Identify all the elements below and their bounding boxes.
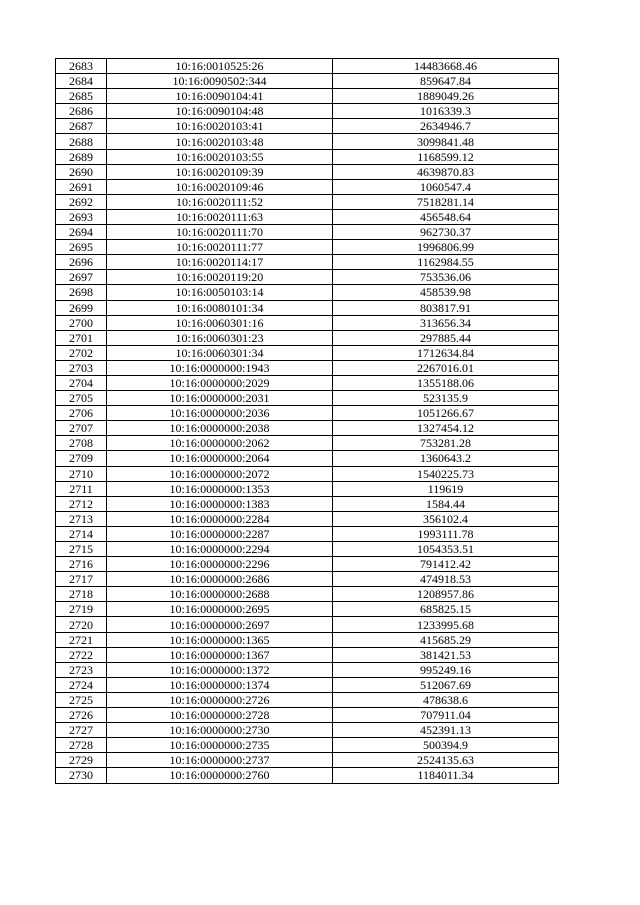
table-row: [56, 134, 559, 149]
cadastral-number-cell: 10:16:0020111:52: [107, 194, 333, 209]
value-cell: 512067.69: [333, 677, 559, 692]
cadastral-number-cell: 10:16:0000000:2062: [107, 436, 333, 451]
row-number-cell: 2696: [56, 255, 107, 270]
value-cell: 456548.64: [333, 209, 559, 224]
table-row: [56, 466, 559, 481]
cadastral-number-cell: 10:16:0000000:2038: [107, 421, 333, 436]
row-number-cell: 2689: [56, 149, 107, 164]
value-cell: 415685.29: [333, 632, 559, 647]
row-number-cell: 2701: [56, 330, 107, 345]
cadastral-number-cell: 10:16:0060301:34: [107, 345, 333, 360]
row-number-cell: 2706: [56, 406, 107, 421]
row-number-cell: 2726: [56, 708, 107, 723]
table-row: [56, 557, 559, 572]
value-cell: 707911.04: [333, 708, 559, 723]
value-cell: 458539.98: [333, 285, 559, 300]
cadastral-number-cell: 10:16:0000000:2730: [107, 723, 333, 738]
row-number-cell: 2698: [56, 285, 107, 300]
table-row: [56, 511, 559, 526]
value-cell: 1360643.2: [333, 451, 559, 466]
cadastral-number-cell: 10:16:0000000:2296: [107, 557, 333, 572]
value-cell: 2634946.7: [333, 119, 559, 134]
table-row: [56, 270, 559, 285]
value-cell: 1355188.06: [333, 375, 559, 390]
value-cell: 474918.53: [333, 572, 559, 587]
cadastral-number-cell: 10:16:0060301:16: [107, 315, 333, 330]
value-cell: 1208957.86: [333, 587, 559, 602]
value-cell: 1584.44: [333, 496, 559, 511]
row-number-cell: 2728: [56, 738, 107, 753]
cadastral-number-cell: 10:16:0000000:2072: [107, 466, 333, 481]
row-number-cell: 2719: [56, 602, 107, 617]
cadastral-number-cell: 10:16:0050103:14: [107, 285, 333, 300]
cadastral-number-cell: 10:16:0060301:23: [107, 330, 333, 345]
table-row: [56, 406, 559, 421]
cadastral-number-cell: 10:16:0020103:41: [107, 119, 333, 134]
value-cell: 1996806.99: [333, 240, 559, 255]
cadastral-number-cell: 10:16:0000000:2036: [107, 406, 333, 421]
row-number-cell: 2694: [56, 225, 107, 240]
row-number-cell: 2722: [56, 647, 107, 662]
cadastral-number-cell: 10:16:0090104:41: [107, 89, 333, 104]
cadastral-number-cell: 10:16:0020109:46: [107, 179, 333, 194]
row-number-cell: 2720: [56, 617, 107, 632]
cadastral-number-cell: 10:16:0010525:26: [107, 59, 333, 74]
row-number-cell: 2702: [56, 345, 107, 360]
table-row: [56, 662, 559, 677]
value-cell: 523135.9: [333, 391, 559, 406]
table-row: [56, 225, 559, 240]
value-cell: 356102.4: [333, 511, 559, 526]
cadastral-number-cell: 10:16:0000000:2697: [107, 617, 333, 632]
cadastral-number-cell: 10:16:0000000:2726: [107, 692, 333, 707]
row-number-cell: 2703: [56, 360, 107, 375]
cadastral-number-cell: 10:16:0000000:2728: [107, 708, 333, 723]
table-row: [56, 617, 559, 632]
table-row: [56, 255, 559, 270]
value-cell: 1016339.3: [333, 104, 559, 119]
table-row: [56, 345, 559, 360]
row-number-cell: 2695: [56, 240, 107, 255]
value-cell: 4639870.83: [333, 164, 559, 179]
table-row: [56, 692, 559, 707]
row-number-cell: 2705: [56, 391, 107, 406]
cadastral-number-cell: 10:16:0090502:344: [107, 74, 333, 89]
value-cell: 297885.44: [333, 330, 559, 345]
table-row: [56, 149, 559, 164]
value-cell: 14483668.46: [333, 59, 559, 74]
row-number-cell: 2683: [56, 59, 107, 74]
value-cell: 1162984.55: [333, 255, 559, 270]
table-body: [56, 59, 559, 784]
value-cell: 1712634.84: [333, 345, 559, 360]
row-number-cell: 2718: [56, 587, 107, 602]
value-cell: 1889049.26: [333, 89, 559, 104]
table-row: [56, 723, 559, 738]
row-number-cell: 2715: [56, 542, 107, 557]
value-cell: 1060547.4: [333, 179, 559, 194]
cadastral-number-cell: 10:16:0000000:2287: [107, 526, 333, 541]
value-cell: 1168599.12: [333, 149, 559, 164]
value-cell: 791412.42: [333, 557, 559, 572]
table-row: [56, 300, 559, 315]
cadastral-number-cell: 10:16:0000000:1374: [107, 677, 333, 692]
value-cell: 685825.15: [333, 602, 559, 617]
row-number-cell: 2714: [56, 526, 107, 541]
cadastral-number-cell: 10:16:0020111:70: [107, 225, 333, 240]
value-cell: 2524135.63: [333, 753, 559, 768]
row-number-cell: 2699: [56, 300, 107, 315]
value-cell: 500394.9: [333, 738, 559, 753]
row-number-cell: 2709: [56, 451, 107, 466]
table-row: [56, 768, 559, 783]
table-row: [56, 74, 559, 89]
cadastral-number-cell: 10:16:0000000:1353: [107, 481, 333, 496]
row-number-cell: 2710: [56, 466, 107, 481]
table-row: [56, 240, 559, 255]
cadastral-number-cell: 10:16:0020119:20: [107, 270, 333, 285]
table-row: [56, 179, 559, 194]
cadastral-number-cell: 10:16:0000000:1372: [107, 662, 333, 677]
cadastral-number-cell: 10:16:0000000:2688: [107, 587, 333, 602]
table-row: [56, 708, 559, 723]
table-row: [56, 391, 559, 406]
cadastral-number-cell: 10:16:0000000:2695: [107, 602, 333, 617]
value-cell: 1993111.78: [333, 526, 559, 541]
table-row: [56, 59, 559, 74]
row-number-cell: 2721: [56, 632, 107, 647]
cadastral-number-cell: 10:16:0000000:2029: [107, 375, 333, 390]
value-cell: 753536.06: [333, 270, 559, 285]
table-row: [56, 209, 559, 224]
cadastral-number-cell: 10:16:0080101:34: [107, 300, 333, 315]
table-row: [56, 542, 559, 557]
row-number-cell: 2687: [56, 119, 107, 134]
table-row: [56, 119, 559, 134]
table-row: [56, 436, 559, 451]
cadastral-number-cell: 10:16:0020109:39: [107, 164, 333, 179]
cadastral-number-cell: 10:16:0000000:2284: [107, 511, 333, 526]
table-row: [56, 285, 559, 300]
value-cell: 381421.53: [333, 647, 559, 662]
table-row: [56, 738, 559, 753]
table-row: [56, 572, 559, 587]
row-number-cell: 2716: [56, 557, 107, 572]
table-row: [56, 315, 559, 330]
value-cell: 1051266.67: [333, 406, 559, 421]
cadastral-number-cell: 10:16:0000000:2760: [107, 768, 333, 783]
cadastral-number-cell: 10:16:0000000:2064: [107, 451, 333, 466]
cadastral-number-cell: 10:16:0000000:2686: [107, 572, 333, 587]
row-number-cell: 2717: [56, 572, 107, 587]
cadastral-number-cell: 10:16:0020111:77: [107, 240, 333, 255]
cadastral-number-cell: 10:16:0020103:55: [107, 149, 333, 164]
cadastral-value-table: [55, 58, 559, 784]
row-number-cell: 2697: [56, 270, 107, 285]
value-cell: 452391.13: [333, 723, 559, 738]
row-number-cell: 2685: [56, 89, 107, 104]
value-cell: 1184011.34: [333, 768, 559, 783]
table-row: [56, 164, 559, 179]
value-cell: 1327454.12: [333, 421, 559, 436]
row-number-cell: 2729: [56, 753, 107, 768]
row-number-cell: 2724: [56, 677, 107, 692]
value-cell: 3099841.48: [333, 134, 559, 149]
row-number-cell: 2704: [56, 375, 107, 390]
table-row: [56, 481, 559, 496]
cadastral-number-cell: 10:16:0090104:48: [107, 104, 333, 119]
cadastral-number-cell: 10:16:0000000:2735: [107, 738, 333, 753]
cadastral-number-cell: 10:16:0000000:2031: [107, 391, 333, 406]
value-cell: 2267016.01: [333, 360, 559, 375]
table-row: [56, 104, 559, 119]
value-cell: 1233995.68: [333, 617, 559, 632]
cadastral-number-cell: 10:16:0000000:2294: [107, 542, 333, 557]
table-row: [56, 632, 559, 647]
cadastral-number-cell: 10:16:0000000:1383: [107, 496, 333, 511]
table-row: [56, 753, 559, 768]
table-row: [56, 647, 559, 662]
value-cell: 995249.16: [333, 662, 559, 677]
cadastral-number-cell: 10:16:0020103:48: [107, 134, 333, 149]
value-cell: 313656.34: [333, 315, 559, 330]
row-number-cell: 2711: [56, 481, 107, 496]
row-number-cell: 2730: [56, 768, 107, 783]
cadastral-number-cell: 10:16:0000000:1365: [107, 632, 333, 647]
row-number-cell: 2688: [56, 134, 107, 149]
row-number-cell: 2684: [56, 74, 107, 89]
table-row: [56, 375, 559, 390]
table-row: [56, 526, 559, 541]
value-cell: 7518281.14: [333, 194, 559, 209]
table-row: [56, 194, 559, 209]
cadastral-number-cell: 10:16:0020114:17: [107, 255, 333, 270]
row-number-cell: 2712: [56, 496, 107, 511]
value-cell: 859647.84: [333, 74, 559, 89]
table-row: [56, 421, 559, 436]
value-cell: 962730.37: [333, 225, 559, 240]
table-row: [56, 587, 559, 602]
row-number-cell: 2713: [56, 511, 107, 526]
value-cell: 803817.91: [333, 300, 559, 315]
row-number-cell: 2692: [56, 194, 107, 209]
table-row: [56, 330, 559, 345]
value-cell: 478638.6: [333, 692, 559, 707]
table-row: [56, 451, 559, 466]
table-row: [56, 602, 559, 617]
value-cell: 753281.28: [333, 436, 559, 451]
cadastral-number-cell: 10:16:0020111:63: [107, 209, 333, 224]
row-number-cell: 2723: [56, 662, 107, 677]
value-cell: 1540225.73: [333, 466, 559, 481]
row-number-cell: 2686: [56, 104, 107, 119]
row-number-cell: 2691: [56, 179, 107, 194]
row-number-cell: 2700: [56, 315, 107, 330]
row-number-cell: 2708: [56, 436, 107, 451]
table-row: [56, 360, 559, 375]
table-row: [56, 89, 559, 104]
row-number-cell: 2727: [56, 723, 107, 738]
row-number-cell: 2725: [56, 692, 107, 707]
value-cell: 119619: [333, 481, 559, 496]
table-row: [56, 677, 559, 692]
value-cell: 1054353.51: [333, 542, 559, 557]
cadastral-number-cell: 10:16:0000000:1943: [107, 360, 333, 375]
row-number-cell: 2690: [56, 164, 107, 179]
table-row: [56, 496, 559, 511]
cadastral-number-cell: 10:16:0000000:1367: [107, 647, 333, 662]
cadastral-number-cell: 10:16:0000000:2737: [107, 753, 333, 768]
row-number-cell: 2707: [56, 421, 107, 436]
row-number-cell: 2693: [56, 209, 107, 224]
